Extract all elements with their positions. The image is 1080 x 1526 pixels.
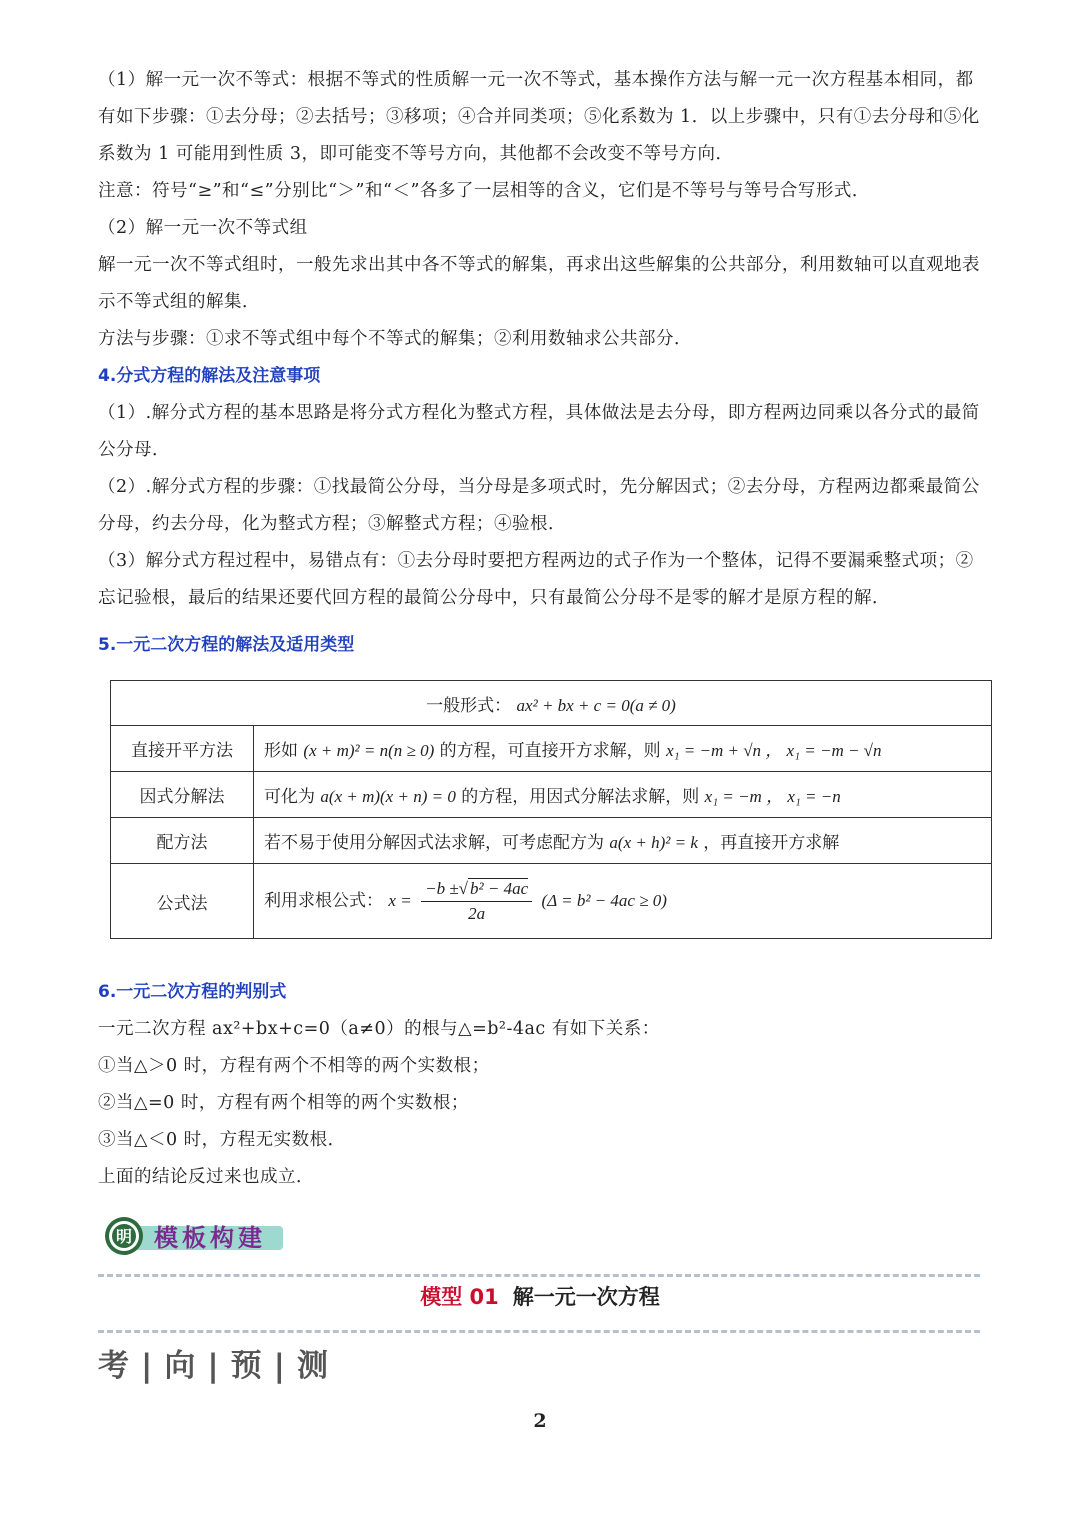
model-title (0, 1281, 1080, 1311)
paragraph: 一元二次方程 ax²+bx+c=0（a≠0）的根与△=b²-4ac 有如下关系： (98, 1019, 660, 1039)
numerator-text: −b ± (425, 878, 459, 898)
general-form-label: 一般形式： (426, 695, 512, 716)
paragraph: 解一元一次不等式组时，一般先求出其中各不等式的解集，再求出这些解集的公共部分，利用数轴可以直观地表示不等式组的解集． (98, 255, 980, 312)
paragraph: （3）解分式方程过程中，易错点有：①去分母时要把方程两边的式子作为一个整体，记得不要漏乘整式项；②忘记验根，最后的结果还要代回方程的最简公分母中，只有最简公分母不是零的解才是原方程的解． (98, 551, 974, 608)
paragraph: ③当△＜0 时，方程无实数根． (98, 1130, 346, 1150)
paragraph: ①当△＞0 时，方程有两个不相等的两个实数根； (98, 1056, 490, 1076)
quadratic-methods-table (110, 680, 992, 939)
method-desc (254, 772, 992, 818)
table-row (111, 681, 992, 726)
desc-text: 可化为 (264, 787, 315, 807)
table-row (111, 818, 992, 864)
method-name: 公式法 (111, 864, 254, 939)
formula: a(x + m)(x + n) = 0 (320, 787, 456, 806)
desc-text: 若不易于使用分解因式法求解，可考虑配方为 (264, 833, 604, 853)
desc-text: 的方程，可直接开方求解，则 (439, 741, 661, 761)
paragraph: 注意：符号“≥”和“≤”分别比“＞”和“＜”各多了一层相等的含义，它们是不等号与等号合写形式． (98, 181, 870, 201)
method-name: 因式分解法 (111, 772, 254, 818)
badge-circle-char: 明 (115, 1227, 133, 1246)
paragraph: （2）解一元一次不等式组 (98, 218, 308, 238)
table-row (111, 772, 992, 818)
paragraph: ②当△=0 时，方程有两个相等的两个实数根； (98, 1093, 469, 1113)
method-name: 直接开平方法 (111, 726, 254, 772)
fraction-numerator: −b ±√ b² − 4ac (421, 879, 532, 902)
section-heading: 6.一元二次方程的判别式 (98, 982, 287, 1002)
desc-text: 利用求根公式： (264, 890, 383, 911)
general-form-cell (111, 681, 992, 726)
section-heading: 4.分式方程的解法及注意事项 (98, 366, 321, 386)
model-label: 模型 01 (420, 1285, 499, 1309)
formula-condition: (Δ = b² − 4ac ≥ 0) (541, 890, 667, 910)
formula: a(x + h)² = k (609, 833, 698, 852)
general-form-formula: ax² + bx + c = 0(a ≠ 0) (516, 695, 676, 715)
fraction-denominator: 2a (468, 903, 486, 923)
paragraph: （1）解一元一次不等式：根据不等式的性质解一元一次不等式，基本操作方法与解一元一次方程基本相同，都有如下步骤：①去分母；②去括号；③移项；④合并同类项；⑤化系数为 1．以上步骤中，只有①去分母和⑤化系数为 1 可能用到性质 3，即可能变不等号方向，其他都不会改变不等号方向． (98, 70, 980, 164)
title-char: 向 (164, 1348, 198, 1384)
formula: (x + m)² = n(n ≥ 0) (303, 741, 435, 760)
desc-text: 的方程，用因式分解法求解，则 (461, 787, 700, 807)
page-number: 2 (533, 1410, 547, 1432)
separator: | (273, 1348, 287, 1384)
paragraph: 方法与步骤：①求不等式组中每个不等式的解集；②利用数轴求公共部分． (98, 329, 692, 349)
model-name: 解一元一次方程 (512, 1285, 660, 1309)
badge-graphic (102, 1214, 287, 1258)
badge-text: 模板构建 (154, 1223, 266, 1252)
separator: | (207, 1348, 221, 1384)
formula: x₁ = −m + √n ， x₁ = −m − √n (666, 741, 882, 760)
dashed-divider (98, 1274, 980, 1277)
title-char: 预 (230, 1348, 264, 1384)
title-char: 考 (98, 1348, 131, 1384)
separator: | (141, 1348, 155, 1384)
desc-text: ，再直接开方求解 (703, 833, 840, 853)
formula: x₁ = −m ， x₁ = −n (704, 787, 841, 806)
radicand: b² − 4ac (470, 878, 529, 898)
dashed-divider (98, 1330, 980, 1333)
paragraph: （1）.解分式方程的基本思路是将分式方程化为整式方程，具体做法是去分母，即方程两边同乘以各分式的最简公分母． (98, 403, 980, 460)
method-desc (254, 864, 992, 939)
paragraph: 上面的结论反过来也成立． (98, 1167, 314, 1187)
table-row (111, 726, 992, 772)
method-desc (254, 726, 992, 772)
paragraph: （2）.解分式方程的步骤：①找最简公分母，当分母是多项式时，先分解因式；②去分母，方程两边都乘最简公分母，约去分母，化为整式方程；③解整式方程；④验根． (98, 477, 980, 534)
method-desc (254, 818, 992, 864)
template-build-badge (102, 1214, 287, 1258)
quadratic-formula-fraction (421, 879, 532, 924)
desc-text: 形如 (264, 741, 298, 761)
table-row (111, 864, 992, 939)
section-heading: 5.一元二次方程的解法及适用类型 (98, 635, 355, 655)
formula: x = (388, 890, 412, 910)
title-char: 测 (296, 1348, 330, 1384)
document-body (98, 62, 986, 664)
exam-forecast-title (98, 1340, 330, 1385)
section6 (98, 974, 986, 1196)
method-name: 配方法 (111, 818, 254, 864)
